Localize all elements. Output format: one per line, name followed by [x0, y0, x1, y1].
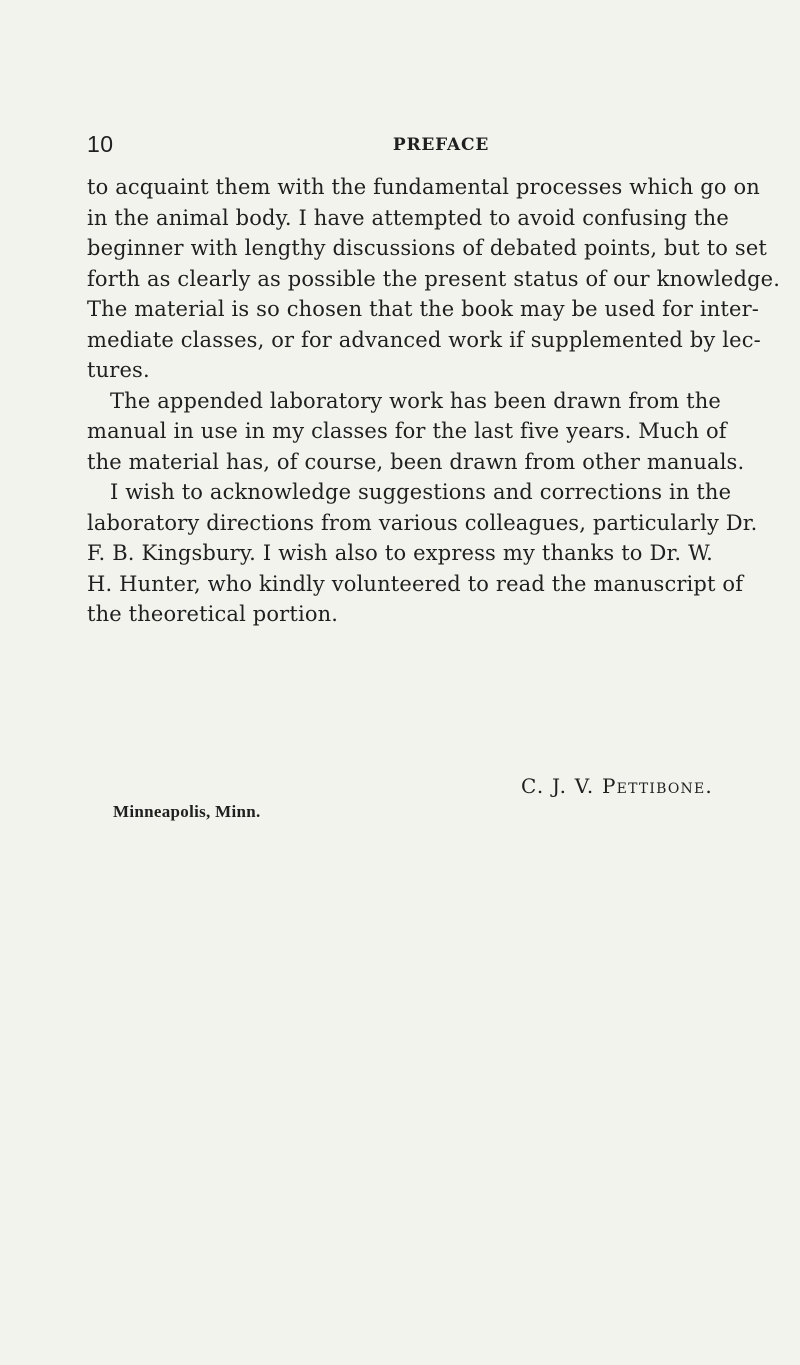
text-line: I wish to acknowledge suggestions and corrections in the: [110, 480, 732, 504]
preface-body: [87, 172, 781, 630]
text-line: to acquaint them with the fundamental processes which go on: [87, 175, 760, 199]
running-head: PREFACE: [392, 135, 490, 155]
text-line: H. Hunter, who kindly volunteered to read the manuscript of: [87, 571, 744, 596]
text-line: tures.: [87, 358, 150, 382]
text-line: forth as clearly as possible the present status of our knowledge.: [87, 266, 781, 291]
text-line: mediate classes, or for advanced work if supplemented by lec-: [87, 327, 761, 352]
page-header: [87, 131, 713, 157]
text-line: The appended laboratory work has been drawn from the: [110, 388, 721, 413]
text-line: F. B. Kingsbury. I wish also to express my thanks to Dr. W.: [87, 541, 713, 565]
place-line: Minneapolis, Minn.: [113, 802, 261, 821]
text-line: the material has, of course, been drawn from other manuals.: [87, 449, 745, 474]
text-line: manual in use in my classes for the last five years. Much of: [87, 419, 727, 443]
paragraph-1: [87, 172, 781, 386]
paragraph-2: [87, 386, 745, 478]
author-signature: C. J. V. Pettibone.: [521, 774, 713, 798]
text-line: in the animal body. I have attempted to avoid confusing the: [87, 205, 729, 230]
text-line: the theoretical portion.: [87, 602, 339, 626]
paragraph-3: [87, 477, 758, 630]
text-line: beginner with lengthy discussions of debated points, but to set: [87, 236, 768, 260]
text-line: laboratory directions from various colleagues, particularly Dr.: [87, 510, 758, 535]
text-line: The material is so chosen that the book may be used for inter-: [87, 297, 760, 321]
page-number: 10: [87, 131, 114, 157]
